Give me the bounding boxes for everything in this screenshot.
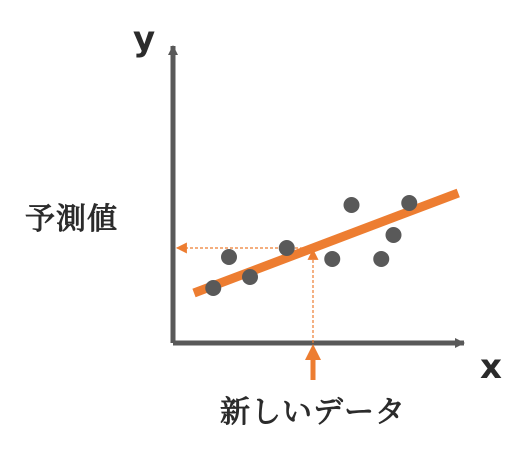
data-point [279, 240, 295, 256]
data-point [386, 227, 402, 243]
data-point [221, 249, 237, 265]
data-point [242, 269, 258, 285]
data-point [205, 280, 221, 296]
data-point [401, 195, 417, 211]
prediction-label: 予測値 [25, 202, 118, 237]
y-axis-label: y [133, 19, 156, 59]
x-axis-label: x [480, 347, 502, 387]
regression-line [194, 193, 458, 293]
data-point [324, 251, 340, 267]
data-point [373, 251, 389, 267]
new-data-arrow [305, 344, 321, 380]
data-point [344, 197, 360, 213]
new-data-label: 新しいデータ [220, 395, 406, 430]
